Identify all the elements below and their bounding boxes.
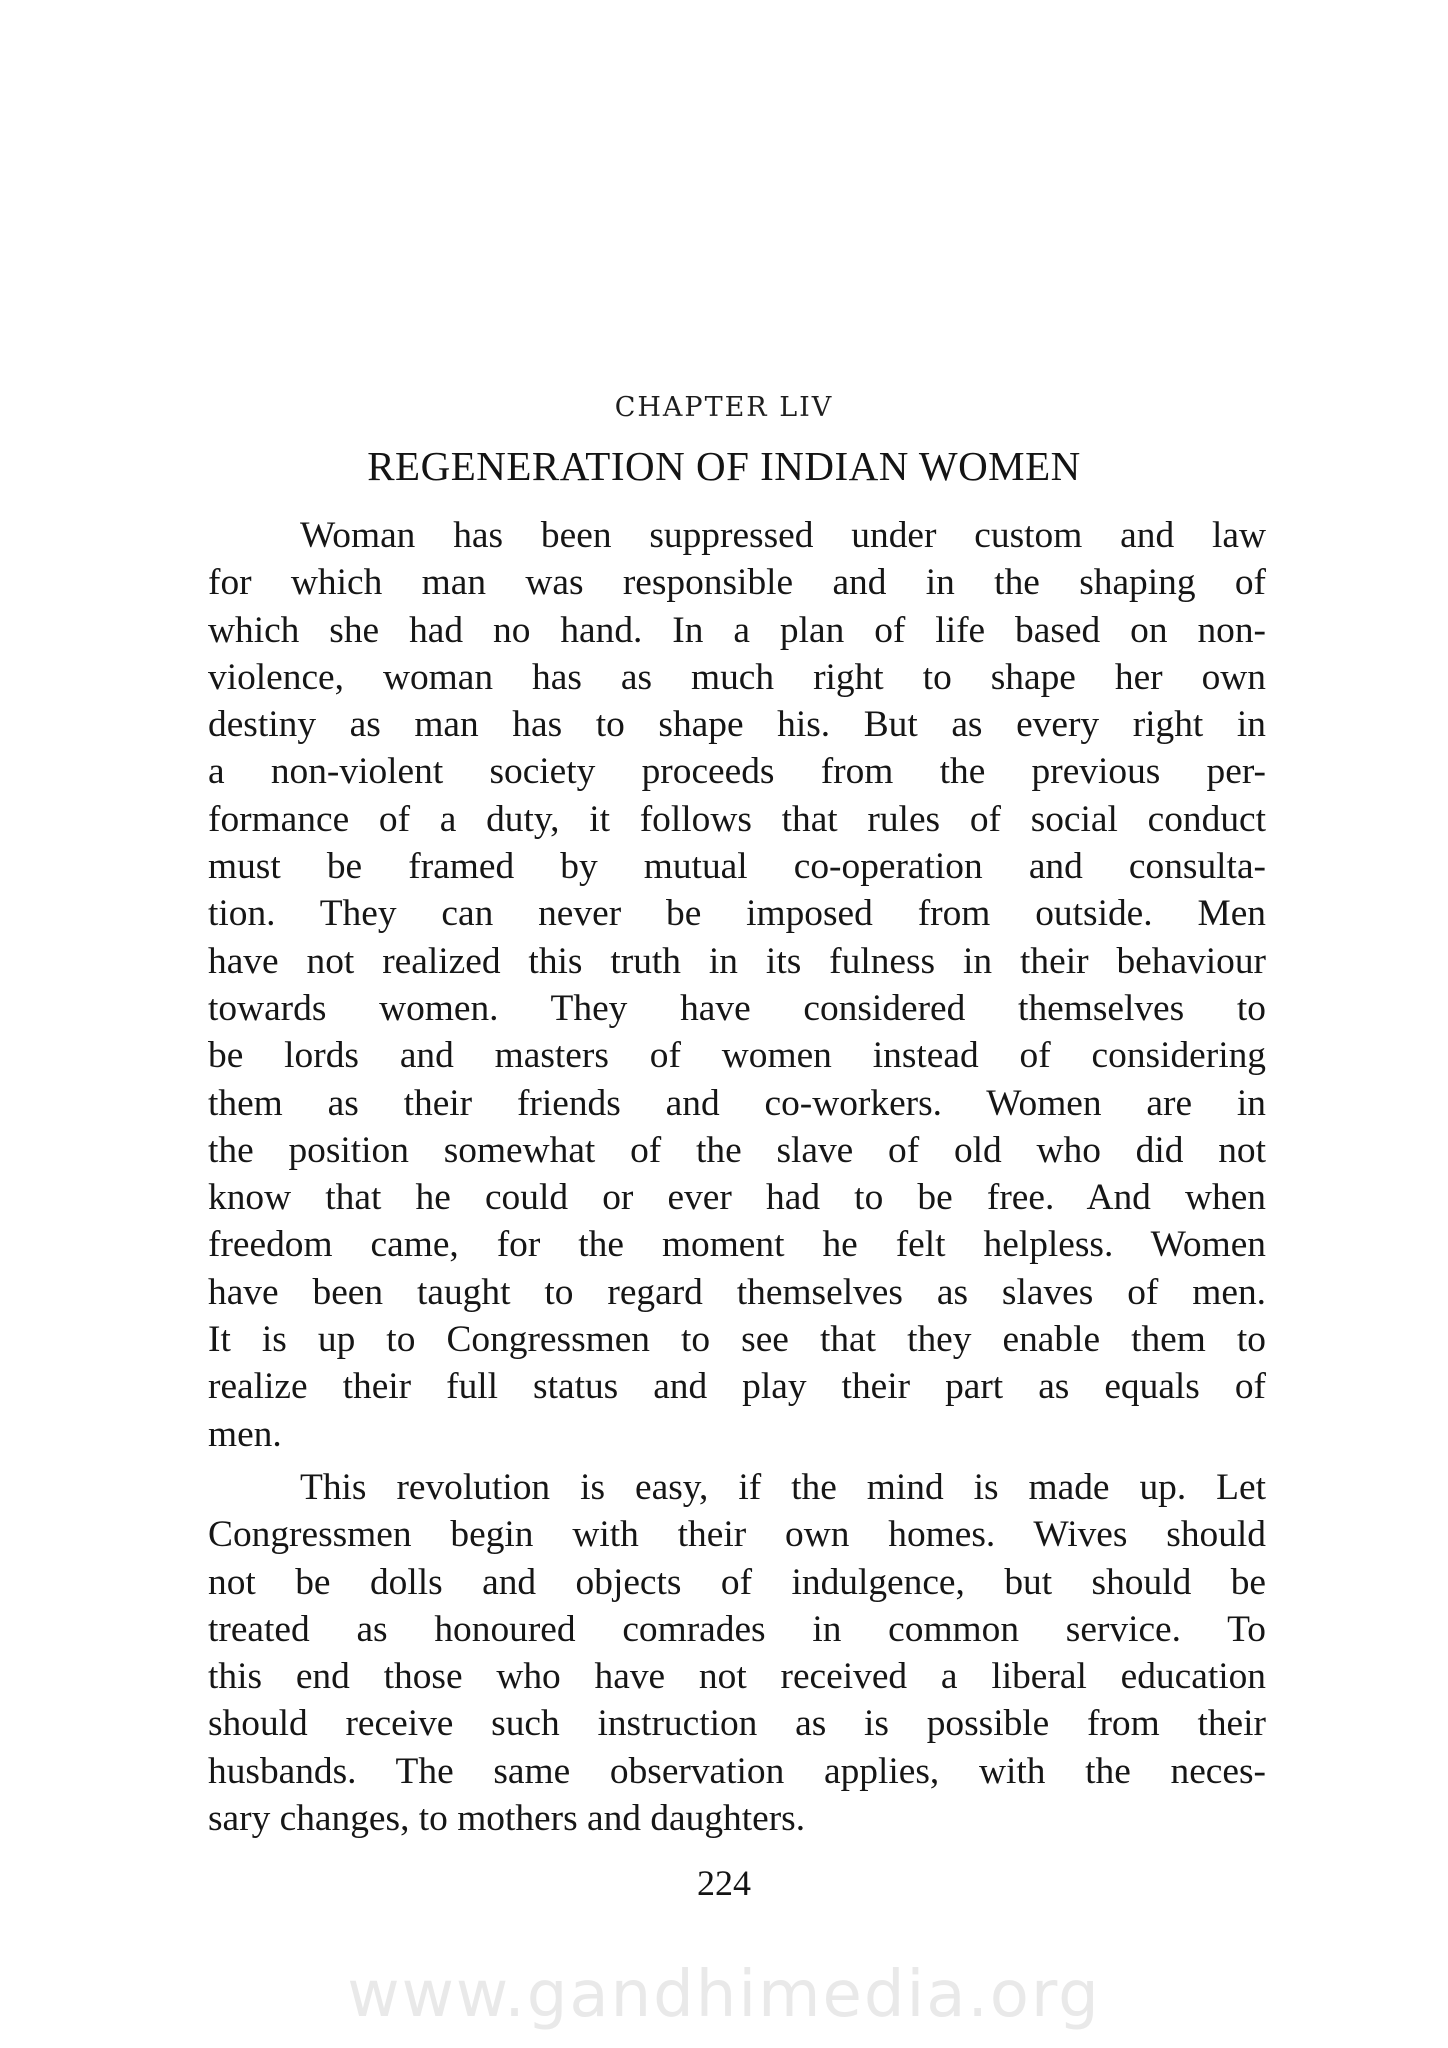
text-line: a non-violent society proceeds from the previous per- [208,751,1266,793]
page-number: 224 [697,1863,751,1903]
text-line: violence, woman has as much right to shape her own [208,656,1266,698]
text-line: towards women. They have considered themselves to [208,987,1266,1029]
text-line: realize their full status and play their part as equals of [208,1366,1266,1408]
text-line: formance of a duty, it follows that rules of social conduct [208,798,1266,840]
text-line: be lords and masters of women instead of considering [208,1035,1266,1077]
text-line: have not realized this truth in its fulness in their behaviour [208,940,1266,982]
text-line: Woman has been suppressed under custom and law [300,515,1266,556]
text-line: husbands. The same observation applies, with the neces- [208,1750,1266,1792]
text-line: for which man was responsible and in the shaping of [208,562,1266,604]
watermark: www.gandhimedia.org [347,1958,1101,2032]
text-line: the position somewhat of the slave of old who did not [208,1129,1266,1171]
text-line: should receive such instruction as is possible from their [208,1703,1266,1745]
text-line: This revolution is easy, if the mind is made up. Let [300,1467,1266,1508]
text-line: which she had no hand. In a plan of life based on non- [208,609,1266,651]
text-line: freedom came, for the moment he felt helpless. Women [208,1224,1266,1266]
text-line: know that he could or ever had to be free. And when [208,1177,1266,1219]
paragraph-2 [208,1464,1266,1842]
text-line: this end those who have not received a liberal education [208,1656,1266,1698]
paragraph-1 [208,512,1266,1458]
text-line: must be framed by mutual co-operation and consulta- [208,846,1266,888]
chapter-label: CHAPTER LIV [614,392,834,423]
text-line: treated as honoured comrades in common service. To [208,1608,1266,1650]
text-line: men. [208,1413,282,1455]
text-line: destiny as man has to shape his. But as every right in [208,704,1266,746]
text-line: sary changes, to mothers and daughters. [208,1798,806,1840]
text-line: not be dolls and objects of indulgence, but should be [208,1561,1266,1603]
text-line: tion. They can never be imposed from outside. Men [208,893,1266,935]
text-line: Congressmen begin with their own homes. Wives should [208,1514,1266,1556]
text-line: have been taught to regard themselves as slaves of men. [208,1271,1266,1313]
chapter-title: REGENERATION OF INDIAN WOMEN [367,443,1081,489]
text-line: It is up to Congressmen to see that they enable them to [208,1319,1266,1361]
text-line: them as their friends and co-workers. Women are in [208,1082,1266,1124]
